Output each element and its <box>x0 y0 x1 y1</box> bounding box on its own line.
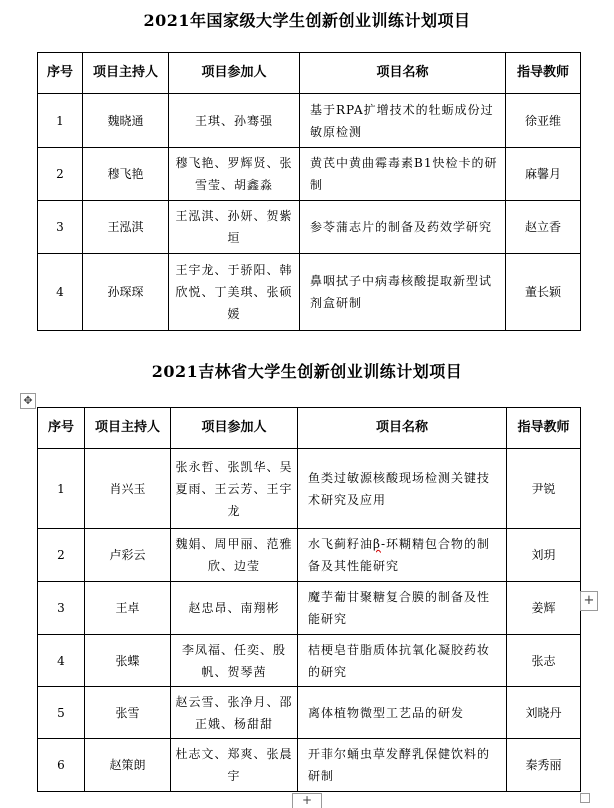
table-row <box>38 148 581 201</box>
cell-project: 鼻咽拭子中病毒核酸提取新型试剂盒研制 <box>300 254 506 331</box>
cell-host: 肖兴玉 <box>85 449 171 529</box>
cell-host: 穆飞艳 <box>83 148 169 201</box>
table-row <box>38 254 581 331</box>
header-project: 项目名称 <box>300 53 506 94</box>
cell-index: 3 <box>38 201 83 254</box>
header-advisor: 指导教师 <box>507 408 581 449</box>
table-row <box>38 529 581 582</box>
header-project: 项目名称 <box>298 408 507 449</box>
cell-project: 开菲尔蛹虫草发酵乳保健饮料的研制 <box>298 739 507 792</box>
cell-participants: 赵忠昂、南翔彬 <box>171 582 298 635</box>
cell-host: 王卓 <box>85 582 171 635</box>
cell-host: 魏晓通 <box>83 94 169 148</box>
cell-index: 1 <box>38 94 83 148</box>
cell-project <box>298 529 507 582</box>
provincial-projects-table <box>37 407 581 792</box>
cell-participants: 李凤福、任奕、殷帆、贺琴茜 <box>171 635 298 687</box>
table-row <box>38 739 581 792</box>
project-text-pre: 水飞蓟籽油 <box>308 537 374 551</box>
table-row <box>38 449 581 529</box>
page-title-provincial: 2021吉林省大学生创新创业训练计划项目 <box>151 362 463 381</box>
table-row <box>38 635 581 687</box>
cell-project: 基于RPA扩增技术的牡蛎成份过敏原检测 <box>300 94 506 148</box>
add-row-plus-icon[interactable]: + <box>292 793 322 808</box>
header-index: 序号 <box>38 53 83 94</box>
cell-host: 卢彩云 <box>85 529 171 582</box>
cell-advisor: 秦秀丽 <box>507 739 581 792</box>
table-header-row <box>38 53 581 94</box>
header-host: 项目主持人 <box>85 408 171 449</box>
table-row <box>38 582 581 635</box>
cell-advisor: 张志 <box>507 635 581 687</box>
header-host: 项目主持人 <box>83 53 169 94</box>
cell-advisor: 董长颖 <box>506 254 581 331</box>
cell-host: 孙琛琛 <box>83 254 169 331</box>
cell-advisor: 麻馨月 <box>506 148 581 201</box>
page-title-national: 2021年国家级大学生创新创业训练计划项目 <box>143 11 471 30</box>
table-header-row <box>38 408 581 449</box>
cell-participants: 穆飞艳、罗辉贤、张雪莹、胡鑫淼 <box>169 148 300 201</box>
cell-advisor: 尹锐 <box>507 449 581 529</box>
cell-advisor: 徐亚维 <box>506 94 581 148</box>
cell-participants: 杜志文、郑爽、张晨宇 <box>171 739 298 792</box>
cell-participants: 赵云雪、张净月、邵正娥、杨甜甜 <box>171 687 298 739</box>
cell-index: 1 <box>38 449 85 529</box>
national-projects-table <box>37 52 581 331</box>
table-row <box>38 201 581 254</box>
cell-project: 黄芪中黄曲霉毒素B1快检卡的研制 <box>300 148 506 201</box>
table-resize-handle[interactable] <box>580 793 590 803</box>
cell-index: 4 <box>38 635 85 687</box>
cell-participants: 王泓淇、孙妍、贺紫垣 <box>169 201 300 254</box>
cell-index: 3 <box>38 582 85 635</box>
spellcheck-flagged-text[interactable]: β <box>373 537 381 551</box>
cell-project: 魔芋葡甘聚糖复合膜的制备及性能研究 <box>298 582 507 635</box>
cell-participants: 王宇龙、于骄阳、韩欣悦、丁美琪、张硕媛 <box>169 254 300 331</box>
cell-participants: 魏娟、周甲丽、范雅欣、边莹 <box>171 529 298 582</box>
cell-index: 5 <box>38 687 85 739</box>
cell-host: 赵策朗 <box>85 739 171 792</box>
table-move-handle-icon[interactable]: ✥ <box>20 393 36 409</box>
cell-index: 6 <box>38 739 85 792</box>
cell-host: 王泓淇 <box>83 201 169 254</box>
cell-advisor: 刘玥 <box>507 529 581 582</box>
cell-participants: 张永哲、张凯华、吴夏雨、王云芳、王宇龙 <box>171 449 298 529</box>
cell-index: 4 <box>38 254 83 331</box>
header-index: 序号 <box>38 408 85 449</box>
cell-host: 张雪 <box>85 687 171 739</box>
header-advisor: 指导教师 <box>506 53 581 94</box>
cell-advisor: 赵立香 <box>506 201 581 254</box>
cell-index: 2 <box>38 529 85 582</box>
cell-index: 2 <box>38 148 83 201</box>
header-participants: 项目参加人 <box>171 408 298 449</box>
add-column-plus-icon[interactable]: + <box>580 591 598 611</box>
cell-participants: 王琪、孙骞强 <box>169 94 300 148</box>
cell-project: 离体植物微型工艺品的研发 <box>298 687 507 739</box>
cell-project: 鱼类过敏源核酸现场检测关键技术研究及应用 <box>298 449 507 529</box>
table-row <box>38 687 581 739</box>
cell-project: 桔梗皂苷脂质体抗氧化凝胶药妆的研究 <box>298 635 507 687</box>
cell-advisor: 姜辉 <box>507 582 581 635</box>
header-participants: 项目参加人 <box>169 53 300 94</box>
cell-host: 张蝶 <box>85 635 171 687</box>
cell-project: 参苓蒲志片的制备及药效学研究 <box>300 201 506 254</box>
project-text-post: -环糊精包合物的制备及其性能研究 <box>308 537 491 573</box>
table-row <box>38 94 581 148</box>
cell-advisor: 刘晓丹 <box>507 687 581 739</box>
